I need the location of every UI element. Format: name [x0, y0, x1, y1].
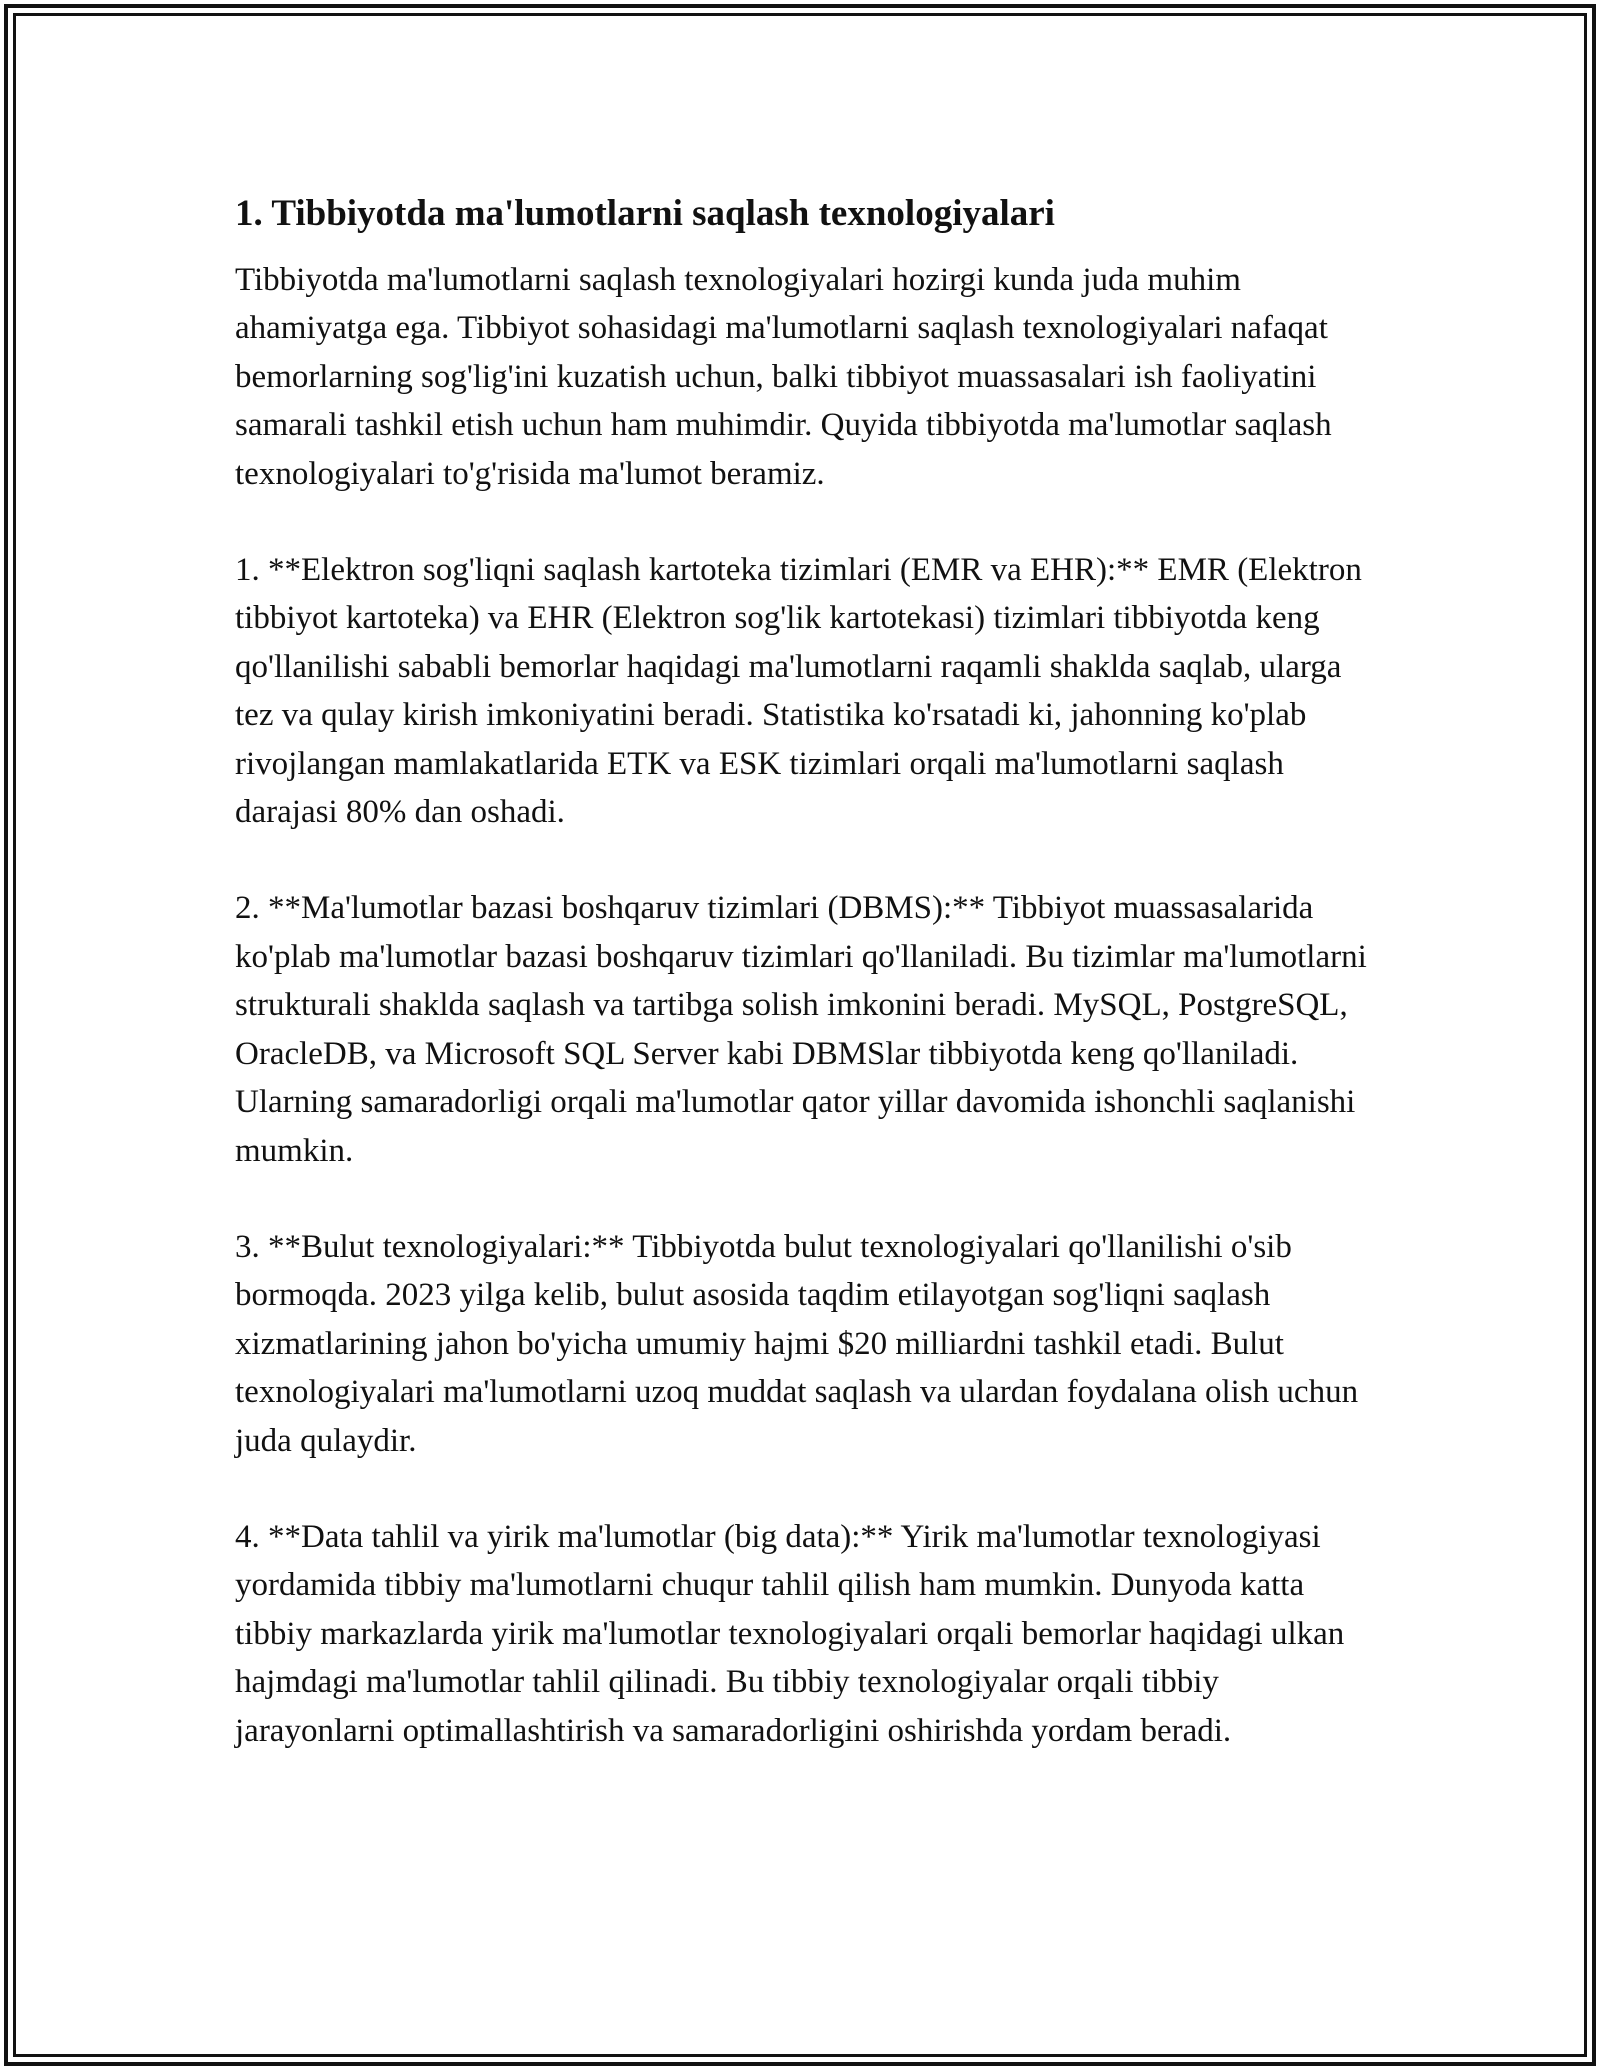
document-heading: 1. Tibbiyotda ma'lumotlarni saqlash texnologiyalari — [235, 193, 1055, 234]
list-item-cloud: 3. **Bulut texnologiyalari:** Tibbiyotda bulut texnologiyalari qo'llanilishi o'sib bormoqda. 2023 yilga kelib, bulut asosida taqdim etilayotgan sog'liqni saqlash xizmatlarining jahon bo'yicha umumiy hajmi $20 milliardni tashkil etadi. Bulut texnologiyalari ma'lumotlarni uzoq muddat saqlash va ulardan foydalana olish uchun juda qulaydir. — [235, 1228, 1359, 1459]
list-item-emr-ehr: 1. **Elektron sog'liqni saqlash kartoteka tizimlari (EMR va EHR):** EMR (Elektron tibbiyot kartoteka) va EHR (Elektron sog'lik kartotekasi) tizimlari tibbiyotda keng qo'llanilishi sababli bemorlar haqidagi ma'lumotlarni raqamli shaklda saqlab, ularga tez va qulay kirish imkoniyatini beradi. Statistika ko'rsatadi ki, jahonning ko'plab rivojlangan mamlakatlarida ETK va ESK tizimlari orqali ma'lumotlarni saqlash darajasi 80% dan oshadi. — [235, 552, 1362, 831]
list-item-big-data: 4. **Data tahlil va yirik ma'lumotlar (big data):** Yirik ma'lumotlar texnologiyasi yordamida tibbiy ma'lumotlarni chuqur tahlil qilish ham mumkin. Dunyoda katta tibbiy markazlarda yirik ma'lumotlar texnologiyalari orqali bemorlar haqidagi ulkan hajmdagi ma'lumotlar tahlil qilinadi. Bu tibbiy texnologiyalar orqali tibbiy jarayonlarni optimallashtirish va samaradorligini oshirishda yordam beradi. — [235, 1518, 1345, 1749]
list-item-dbms: 2. **Ma'lumotlar bazasi boshqaruv tizimlari (DBMS):** Tibbiyot muassasalarida ko'plab ma'lumotlar bazasi boshqaruv tizimlari qo'llaniladi. Bu tizimlar ma'lumotlarni strukturali shaklda saqlash va tartibga solish imkonini beradi. MySQL, PostgreSQL, OracleDB, va Microsoft SQL Server kabi DBMSlar tibbiyotda keng qo'llaniladi. Ularning samaradorligi orqali ma'lumotlar qator yillar davomida ishonchli saqlanishi mumkin. — [235, 890, 1367, 1169]
document-body — [235, 186, 1375, 1755]
intro-paragraph: Tibbiyotda ma'lumotlarni saqlash texnologiyalari hozirgi kunda juda muhim ahamiyatga ega. Tibbiyot sohasidagi ma'lumotlarni saqlash texnologiyalari nafaqat bemorlarning sog'lig'ini kuzatish uchun, balki tibbiyot muassasalari ish faoliyatini samarali tashkil etish uchun ham muhimdir. Quyida tibbiyotda ma'lumotlar saqlash texnologiyalari to'g'risida ma'lumot beramiz. — [235, 262, 1332, 492]
